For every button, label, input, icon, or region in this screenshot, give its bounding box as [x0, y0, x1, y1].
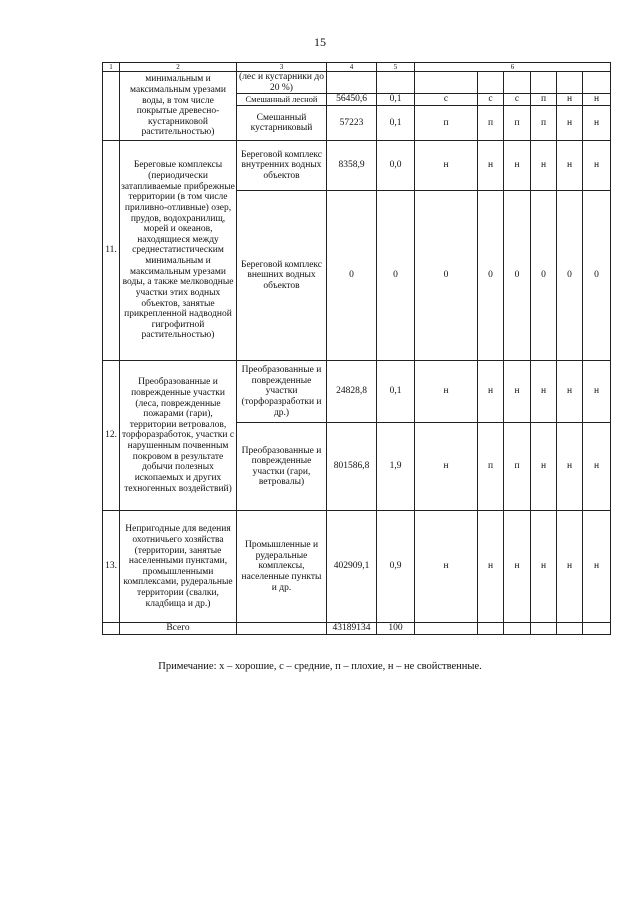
rating-cell: н: [583, 141, 611, 191]
page-number: 15: [314, 35, 326, 49]
col-header: 6: [415, 63, 611, 72]
col-header: 3: [237, 63, 327, 72]
total-row: [103, 623, 611, 635]
percent-cell: 0,1: [377, 106, 415, 141]
percent-cell: 0,9: [377, 511, 415, 623]
table-note: Примечание: х – хорошие, с – средние, п – плохие, н – не свойственные.: [158, 661, 482, 672]
rating-cell: н: [583, 361, 611, 423]
rating-cell: п: [531, 94, 557, 106]
percent-cell: 0: [377, 191, 415, 361]
rating-cell: н: [557, 361, 583, 423]
rating-cell: н: [504, 511, 531, 623]
rating-cell: н: [557, 94, 583, 106]
rating-cell: н: [557, 423, 583, 511]
col-header: 2: [120, 63, 237, 72]
rating-cell: п: [531, 106, 557, 141]
table-row: [103, 141, 611, 191]
area-cell: 402909,1: [327, 511, 377, 623]
column-header-row: [103, 63, 611, 72]
rating-cell: н: [531, 361, 557, 423]
row-number: 13.: [103, 511, 120, 623]
rating-cell: 0: [504, 191, 531, 361]
habitat-type: Смешанный кустарниковый: [237, 106, 327, 141]
rating-cell: с: [504, 94, 531, 106]
row-number: [103, 72, 120, 141]
rating-cell: п: [478, 106, 504, 141]
area-cell: 57223: [327, 106, 377, 141]
area-cell: 801586,8: [327, 423, 377, 511]
rating-cell: н: [504, 141, 531, 191]
percent-cell: 0,1: [377, 94, 415, 106]
rating-cell: н: [531, 141, 557, 191]
rating-cell: н: [557, 106, 583, 141]
rating-cell: н: [557, 511, 583, 623]
rating-cell: н: [531, 423, 557, 511]
habitat-type: Смешанный лесной: [237, 94, 327, 106]
rating-cell: 0: [531, 191, 557, 361]
row-number: 11.: [103, 141, 120, 361]
category-desc: Непригодные для ведения охотничьего хозяйства (территории, занятые населенными пунктами, промышленными комплексами, рудеральные территории (свалки, кладбища и др.): [120, 511, 237, 623]
rating-cell: н: [531, 511, 557, 623]
area-cell: 0: [327, 191, 377, 361]
percent-cell: 0,1: [377, 361, 415, 423]
rating-cell: н: [478, 141, 504, 191]
category-desc: Преобразованные и поврежденные участки (леса, поврежденные пожарами (гари), территории ветровалов, торфоразработок, участки с нарушенным почвенным покровом в результате добычи полезных ископаемых и других техногенных воздействий): [120, 361, 237, 511]
col-header: 1: [103, 63, 120, 72]
area-cell: 24828,8: [327, 361, 377, 423]
rating-cell: н: [583, 94, 611, 106]
row-number: 12.: [103, 361, 120, 511]
table-row: [103, 72, 611, 94]
rating-cell: 0: [557, 191, 583, 361]
habitat-table: [102, 62, 611, 635]
table-row: [103, 511, 611, 623]
habitat-type: Береговой комплекс внешних водных объектов: [237, 191, 327, 361]
rating-cell: н: [415, 361, 478, 423]
percent-cell: 0,0: [377, 141, 415, 191]
rating-cell: н: [478, 361, 504, 423]
rating-cell: п: [504, 106, 531, 141]
rating-cell: 0: [415, 191, 478, 361]
rating-cell: н: [583, 511, 611, 623]
rating-cell: н: [583, 423, 611, 511]
area-cell: 8358,9: [327, 141, 377, 191]
rating-cell: 0: [583, 191, 611, 361]
percent-cell: 1,9: [377, 423, 415, 511]
rating-cell: н: [557, 141, 583, 191]
rating-cell: н: [415, 511, 478, 623]
rating-cell: н: [583, 106, 611, 141]
area-cell: 56450,6: [327, 94, 377, 106]
rating-cell: п: [478, 423, 504, 511]
table-row: [103, 361, 611, 423]
rating-cell: с: [415, 94, 478, 106]
habitat-type: Преобразованные и поврежденные участки (гари, ветровалы): [237, 423, 327, 511]
col-header: 5: [377, 63, 415, 72]
rating-cell: н: [504, 361, 531, 423]
rating-cell: п: [415, 106, 478, 141]
category-desc: Береговые комплексы (периодически затапливаемые прибрежные территории (в том числе приливно-отливные) озер, прудов, водохранилищ, морей и океанов, находящиеся между среднестатистическим минимальным и максимальным урезами воды, а также мелководные участки этих водных объектов, занятые прикрепленной надводной гигрофитной растительностью): [120, 141, 237, 361]
total-percent: 100: [377, 623, 415, 635]
total-label: Всего: [120, 623, 237, 635]
habitat-type: (лес и кустарники до 20 %): [237, 72, 327, 94]
col-header: 4: [327, 63, 377, 72]
habitat-type: Береговой комплекс внутренних водных объектов: [237, 141, 327, 191]
habitat-type: Промышленные и рудеральные комплексы, населенные пункты и др.: [237, 511, 327, 623]
category-desc: минимальным и максимальным урезами воды, в том числе покрытые древесно-кустарниковой растительностью): [120, 72, 237, 141]
total-area: 43189134: [327, 623, 377, 635]
rating-cell: н: [415, 423, 478, 511]
habitat-type: Преобразованные и поврежденные участки (торфоразработки и др.): [237, 361, 327, 423]
rating-cell: п: [504, 423, 531, 511]
rating-cell: 0: [478, 191, 504, 361]
rating-cell: с: [478, 94, 504, 106]
rating-cell: н: [415, 141, 478, 191]
rating-cell: н: [478, 511, 504, 623]
